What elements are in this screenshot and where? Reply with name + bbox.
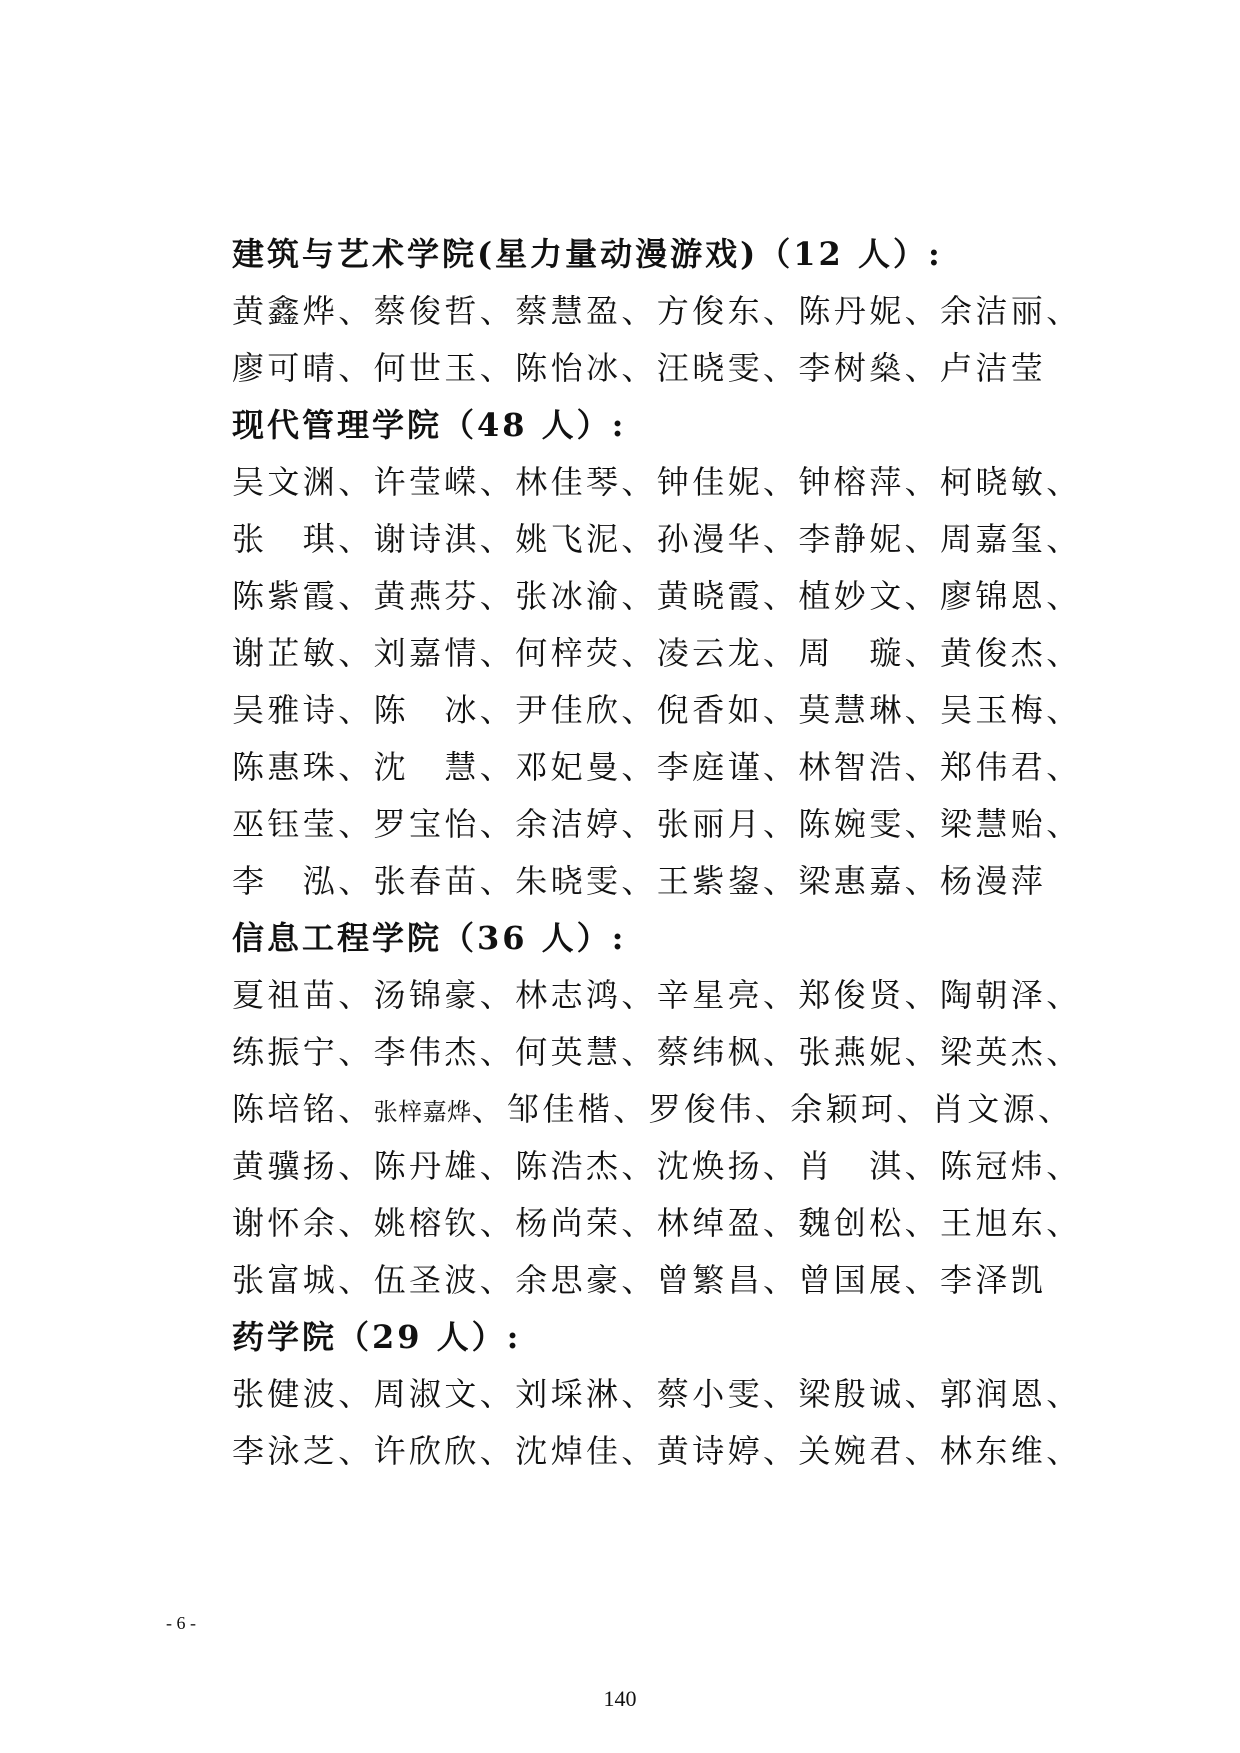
name-line: 廖可晴、何世玉、陈怡冰、汪晓雯、李树燊、卢洁莹 — [232, 349, 1047, 387]
name-line: 黄骥扬、陈丹雄、陈浩杰、沈焕扬、肖 淇、陈冠炜、 — [232, 1147, 1082, 1185]
compressed-name: 张梓嘉烨 — [373, 1098, 472, 1126]
name-line: 谢芷敏、刘嘉情、何梓荧、凌云龙、周 璇、黄俊杰、 — [232, 634, 1082, 672]
name-line: 黄鑫烨、蔡俊哲、蔡慧盈、方俊东、陈丹妮、余洁丽、 — [232, 292, 1082, 330]
section-heading-information-engineering: 信息工程学院（36 人）: — [232, 919, 627, 957]
name-line: 夏祖苗、汤锦豪、林志鸿、辛星亮、郑俊贤、陶朝泽、 — [232, 976, 1082, 1014]
section-heading-architecture-art: 建筑与艺术学院(星力量动漫游戏)（12 人）: — [232, 235, 943, 273]
name-line: 吴雅诗、陈 冰、尹佳欣、倪香如、莫慧琳、吴玉梅、 — [232, 691, 1082, 729]
section-heading-pharmacy: 药学院（29 人）: — [232, 1318, 522, 1356]
name-line: 张富城、伍圣波、余思豪、曾繁昌、曾国展、李泽凯 — [232, 1261, 1047, 1299]
page-number: 140 — [603, 1686, 637, 1711]
name-line: 谢怀余、姚榕钦、杨尚荣、林绰盈、魏创松、王旭东、 — [232, 1204, 1082, 1242]
name-line: 陈紫霞、黄燕芬、张冰渝、黄晓霞、植妙文、廖锦恩、 — [232, 577, 1082, 615]
name-line: 张 琪、谢诗淇、姚飞泥、孙漫华、李静妮、周嘉玺、 — [232, 520, 1082, 558]
name-list — [232, 226, 1082, 1480]
name-line: 练振宁、李伟杰、何英慧、蔡纬枫、张燕妮、梁英杰、 — [232, 1033, 1082, 1071]
name-line: 巫钰莹、罗宝怡、余洁婷、张丽月、陈婉雯、梁慧贻、 — [232, 805, 1082, 843]
name-line: 吴文渊、许莹嵘、林佳琴、钟佳妮、钟榕萍、柯晓敏、 — [232, 463, 1082, 501]
name-line: 李泳芝、许欣欣、沈焯佳、黄诗婷、关婉君、林东维、 — [232, 1432, 1082, 1470]
name-line: 张健波、周淑文、刘埰淋、蔡小雯、梁殷诚、郭润恩、 — [232, 1375, 1082, 1413]
name-line: 陈惠珠、沈 慧、邓妃曼、李庭谨、林智浩、郑伟君、 — [232, 748, 1082, 786]
section-heading-modern-management: 现代管理学院（48 人）: — [232, 406, 627, 444]
name-line: 李 泓、张春苗、朱晓雯、王紫鋆、梁惠嘉、杨漫萍 — [232, 862, 1047, 900]
folio-page-marker: - 6 - — [166, 1613, 196, 1633]
name-line: 陈培铭、张梓嘉烨、邹佳楷、罗俊伟、余颖珂、肖文源、 — [232, 1090, 1074, 1128]
